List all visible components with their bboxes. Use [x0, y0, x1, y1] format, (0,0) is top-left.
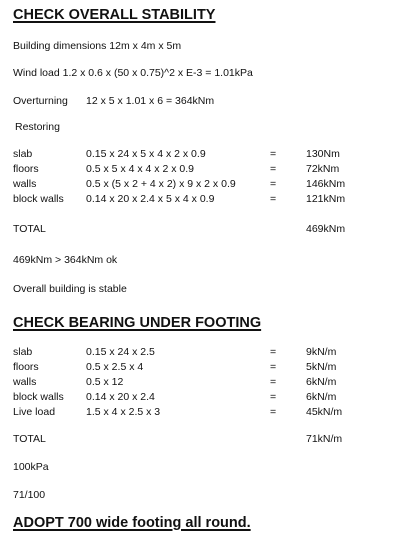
row-equals: =	[270, 391, 277, 403]
row-equals: =	[270, 346, 277, 358]
row-equals: =	[270, 193, 277, 205]
restoring-row-slab	[0, 148, 420, 163]
bearing-total-label: TOTAL	[13, 433, 46, 445]
row-label: slab	[13, 346, 33, 358]
row-result: 146kNm	[306, 178, 346, 190]
bearing-row-walls	[0, 376, 420, 391]
row-result: 72kNm	[306, 163, 340, 175]
row-equals: =	[270, 406, 277, 418]
overturning-calc: 12 x 5 x 1.01 x 6 = 364kNm	[86, 95, 215, 107]
stability-total-value: 469kNm	[306, 223, 346, 235]
bearing-row-floors	[0, 361, 420, 376]
row-result: 121kNm	[306, 193, 346, 205]
row-result: 6kN/m	[306, 391, 337, 403]
bearing-heading: CHECK BEARING UNDER FOOTING	[13, 315, 262, 331]
restoring-label: Restoring	[15, 121, 60, 133]
row-label: floors	[13, 361, 39, 373]
stability-total-label: TOTAL	[13, 223, 46, 235]
row-result: 5kN/m	[306, 361, 337, 373]
row-result: 45kN/m	[306, 406, 343, 418]
row-equals: =	[270, 148, 277, 160]
row-result: 9kN/m	[306, 346, 337, 358]
row-label: Live load	[13, 406, 56, 418]
row-result: 130Nm	[306, 148, 340, 160]
row-calc: 0.5 x (5 x 2 + 4 x 2) x 9 x 2 x 0.9	[86, 178, 236, 190]
bearing-row-live-load	[0, 406, 420, 421]
row-label: slab	[13, 148, 33, 160]
row-calc: 0.5 x 12	[86, 376, 124, 388]
stability-check: 469kNm > 364kNm ok	[13, 254, 118, 266]
row-calc: 1.5 x 4 x 2.5 x 3	[86, 406, 161, 418]
row-label: walls	[13, 178, 37, 190]
adopt-footing-conclusion: ADOPT 700 wide footing all round.	[13, 515, 251, 531]
stability-conclusion: Overall building is stable	[13, 283, 127, 295]
overturning-label: Overturning	[13, 95, 68, 107]
restoring-row-block-walls	[0, 193, 420, 208]
restoring-row-walls	[0, 178, 420, 193]
row-calc: 0.15 x 24 x 5 x 4 x 2 x 0.9	[86, 148, 206, 160]
wind-load: Wind load 1.2 x 0.6 x (50 x 0.75)^2 x E-3 = 1.01kPa	[13, 67, 253, 79]
row-calc: 0.14 x 20 x 2.4	[86, 391, 155, 403]
row-calc: 0.5 x 2.5 x 4	[86, 361, 144, 373]
bearing-row-block-walls	[0, 391, 420, 406]
row-equals: =	[270, 178, 277, 190]
bearing-row-slab	[0, 346, 420, 361]
bearing-ratio: 71/100	[13, 489, 46, 501]
restoring-row-floors	[0, 163, 420, 178]
building-dimensions: Building dimensions 12m x 4m x 5m	[13, 40, 182, 52]
stability-heading: CHECK OVERALL STABILITY	[13, 7, 216, 23]
row-label: block walls	[13, 391, 64, 403]
row-equals: =	[270, 163, 277, 175]
row-calc: 0.5 x 5 x 4 x 4 x 2 x 0.9	[86, 163, 194, 175]
bearing-capacity: 100kPa	[13, 461, 49, 473]
row-label: walls	[13, 376, 37, 388]
bearing-total-value: 71kN/m	[306, 433, 343, 445]
row-equals: =	[270, 376, 277, 388]
row-label: block walls	[13, 193, 64, 205]
row-result: 6kN/m	[306, 376, 337, 388]
row-calc: 0.14 x 20 x 2.4 x 5 x 4 x 0.9	[86, 193, 215, 205]
row-equals: =	[270, 361, 277, 373]
row-label: floors	[13, 163, 39, 175]
row-calc: 0.15 x 24 x 2.5	[86, 346, 155, 358]
